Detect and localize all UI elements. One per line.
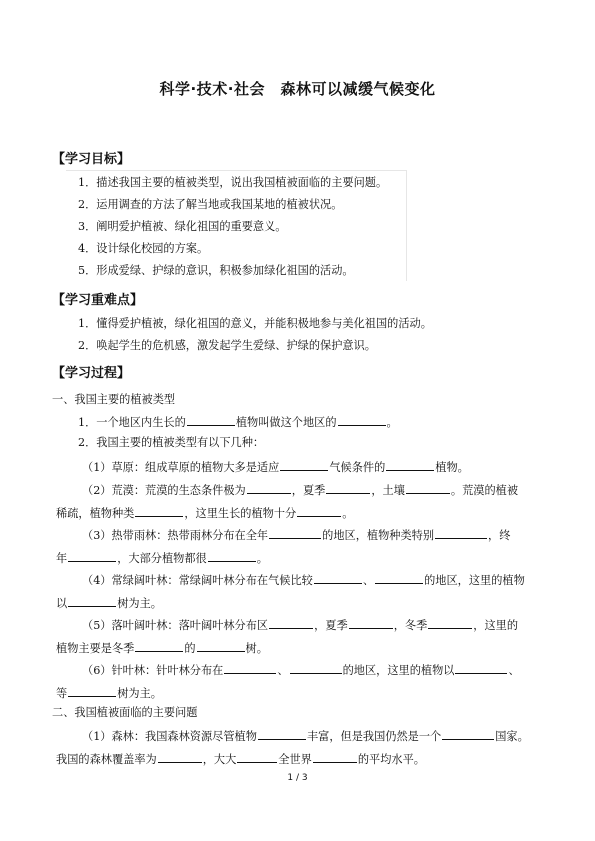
page-title: 科学·技术·社会 森林可以减缓气候变化 bbox=[159, 80, 436, 98]
fill-blank[interactable] bbox=[386, 459, 434, 471]
question-line: （1）森林：我国森林资源尽管植物 丰富，但是我国仍然是一个 国家。 bbox=[82, 730, 529, 743]
fill-blank[interactable] bbox=[224, 662, 276, 674]
question-line: 等 树为主。 bbox=[56, 687, 162, 700]
fill-blank[interactable] bbox=[197, 640, 245, 652]
question-line: （2）荒漠：荒漠的生态条件极为 ，夏季 ，土壤 。荒漠的植被 bbox=[82, 484, 519, 497]
key-point-item: 2．唤起学生的危机感，激发起学生爱绿、护绿的保护意识。 bbox=[78, 339, 376, 352]
fill-blank[interactable] bbox=[237, 751, 277, 763]
fill-blank[interactable] bbox=[269, 527, 321, 539]
question-line: （4）常绿阔叶林：常绿阔叶林分布在气候比较 、 的地区，这里的植物 bbox=[82, 574, 525, 587]
question-line: （6）针叶林：针叶林分布在 、 的地区，这里的植物以 、 bbox=[82, 664, 520, 677]
fill-blank[interactable] bbox=[338, 414, 386, 426]
fill-blank[interactable] bbox=[68, 595, 116, 607]
fill-blank[interactable] bbox=[428, 617, 472, 629]
section-title: 二、我国植被面临的主要问题 bbox=[52, 706, 198, 719]
fill-blank[interactable] bbox=[247, 482, 291, 494]
objectives-heading: 【学习目标】 bbox=[52, 152, 131, 167]
fill-blank[interactable] bbox=[349, 617, 393, 629]
objective-item: 5．形成爱绿、护绿的意识，积极参加绿化祖国的活动。 bbox=[78, 264, 354, 277]
fill-blank[interactable] bbox=[269, 617, 313, 629]
fill-blank[interactable] bbox=[297, 505, 341, 517]
question-line: 植物主要是冬季 的 树。 bbox=[56, 642, 268, 655]
fill-blank[interactable] bbox=[314, 572, 362, 584]
question-line: 2．我国主要的植被类型有以下几种： bbox=[78, 436, 265, 449]
page-number: 1 / 3 bbox=[287, 773, 308, 783]
question-line: 1．一个地区内生长的 植物叫做这个地区的 。 bbox=[78, 416, 398, 429]
question-line: 年 ，大部分植物都很 。 bbox=[56, 552, 268, 565]
fill-blank[interactable] bbox=[68, 685, 116, 697]
objective-item: 1．描述我国主要的植被类型，说出我国植被面临的主要问题。 bbox=[78, 176, 388, 189]
question-line: （3）热带雨林：热带雨林分布在全年 的地区，植物种类特别 ，终 bbox=[82, 529, 511, 542]
fill-blank[interactable] bbox=[313, 751, 357, 763]
objective-item: 3．阐明爱护植被、绿化祖国的重要意义。 bbox=[78, 220, 287, 233]
process-heading: 【学习过程】 bbox=[52, 366, 131, 381]
objective-item: 4．设计绿化校园的方案。 bbox=[78, 242, 209, 255]
section-title: 一、我国主要的植被类型 bbox=[52, 393, 176, 406]
fill-blank[interactable] bbox=[208, 550, 256, 562]
fill-blank[interactable] bbox=[68, 550, 116, 562]
question-line: 以 树为主。 bbox=[56, 597, 162, 610]
question-line: （5）落叶阔叶林：落叶阔叶林分布区 ，夏季 ，冬季 ，这里的 bbox=[82, 619, 519, 632]
fill-blank[interactable] bbox=[406, 482, 450, 494]
fill-blank[interactable] bbox=[442, 728, 494, 740]
fill-blank[interactable] bbox=[435, 527, 487, 539]
question-line: （1）草原：组成草原的植物大多是适应 气候条件的 植物。 bbox=[82, 461, 469, 474]
fill-blank[interactable] bbox=[290, 662, 342, 674]
fill-blank[interactable] bbox=[187, 414, 235, 426]
fill-blank[interactable] bbox=[135, 505, 183, 517]
fill-blank[interactable] bbox=[158, 751, 202, 763]
objective-item: 2．运用调查的方法了解当地或我国某地的植被状况。 bbox=[78, 198, 343, 211]
question-line: 稀疏，植物种类 ，这里生长的植物十分 。 bbox=[56, 507, 354, 520]
key-point-item: 1．懂得爱护植被，绿化祖国的意义，并能积极地参与美化祖国的活动。 bbox=[78, 317, 432, 330]
fill-blank[interactable] bbox=[455, 662, 507, 674]
fill-blank[interactable] bbox=[135, 640, 183, 652]
fill-blank[interactable] bbox=[375, 572, 423, 584]
fill-blank[interactable] bbox=[280, 459, 328, 471]
fill-blank[interactable] bbox=[326, 482, 370, 494]
fill-blank[interactable] bbox=[258, 728, 306, 740]
key-points-heading: 【学习重难点】 bbox=[52, 293, 144, 308]
question-line: 我国的森林覆盖率为 ，大大 全世界 的平均水平。 bbox=[56, 753, 425, 766]
